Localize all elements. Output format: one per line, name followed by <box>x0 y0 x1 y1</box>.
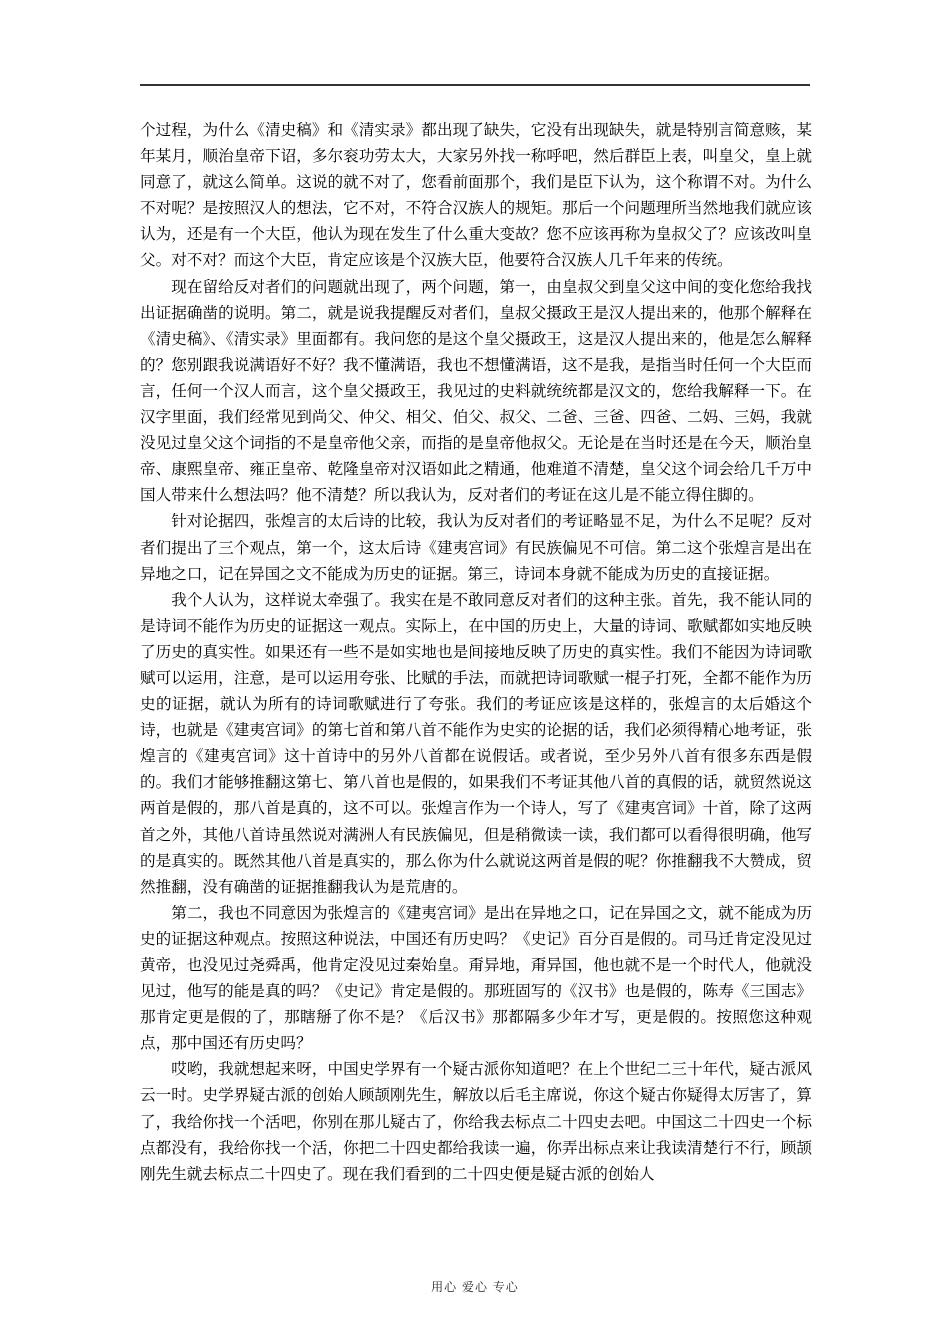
paragraph-1: 个过程，为什么《清史稿》和《清实录》都出现了缺失，它没有出现缺失，就是特别言简意赅，某年某月，顺治皇帝下诏，多尔衮功劳太大，大家另外找一称呼吧，然后群臣上表，叫皇父，皇上就同意了，就这么简单。这说的就不对了，您看前面那个，我们是臣下认为，这个称谓不对。为什么不对呢？是按照汉人的想法，它不对，不符合汉族人的规矩。那后一个问题理所当然地我们就应该认为，还是有一个大臣，他认为现在发生了什么重大变故？您不应该再称为皇叔父了？应该改叫皇父。对不对？而这个大臣，肯定应该是个汉族大臣，他要符合汉族人几千年来的传统。 <box>140 121 812 270</box>
header-rule <box>140 84 810 86</box>
page-footer: 用心 爱心 专心 <box>431 1280 519 1294</box>
paragraph-6: 哎哟，我就想起来呀，中国史学界有一个疑古派你知道吧？在上个世纪二三十年代，疑古派风云一时。史学界疑古派的创始人顾颉刚先生，解放以后毛主席说，你这个疑古你疑得太厉害了，算了，我给你找一个活吧，你别在那儿疑古了，你给我去标点二十四史去吧。中国这二十四史一个标点都没有，我给你找一个活，你把二十四史都给我读一遍，你弄出标点来让我读清楚行不行，顾颉刚先生就去标点二十四史了。现在我们看到的二十四史便是疑古派的创始人 <box>140 1060 812 1183</box>
paragraph-2: 现在留给反对者们的问题就出现了，两个问题，第一，由皇叔父到皇父这中间的变化您给我找出证据确凿的说明。第二，就是说我提醒反对者们，皇叔父摄政王是汉人提出来的，他那个解释在《清史稿》、《清实录》里面都有。我问您的是这个皇父摄政王，这是汉人提出来的，他是怎么解释的？您别跟我说满语好不好？我不懂满语，我也不想懂满语，这不是我，是指当时任何一个大臣而言，任何一个汉人而言，这个皇父摄政王，我见过的史料就统统都是汉文的，您给我解释一下。在汉字里面，我们经常见到尚父、仲父、相父、伯父、叔父、二爸、三爸、四爸、二妈、三妈，我就没见过皇父这个词指的不是皇帝他父亲，而指的是皇帝他叔父。无论是在当时还是在今天，顺治皇帝、康熙皇帝、雍正皇帝、乾隆皇帝对汉语如此之精通，他难道不清楚，皇父这个词会给几千万中国人带来什么想法吗？他不清楚？所以我认为，反对者们的考证在这儿是不能立得住脚的。 <box>140 277 812 505</box>
body-text <box>140 117 812 1187</box>
paragraph-5: 第二，我也不同意因为张煌言的《建夷宫词》是出在异地之口，记在异国之文，就不能成为历史的证据这种观点。按照这种说法，中国还有历史吗？《史记》百分百是假的。司马迁肯定没见过黄帝，也没见过尧舜禹，他肯定没见过秦始皇。甭异地，甭异国，他也就不是一个时代人，他就没见过，他写的能是真的吗？《史记》肯定是假的。那班固写的《汉书》也是假的，陈寿《三国志》那肯定更是假的了，那瞎掰了你不是？《后汉书》那都隔多少年才写，更是假的。按照您这种观点，那中国还有历史吗？ <box>140 903 812 1053</box>
paragraph-3: 针对论据四，张煌言的太后诗的比较，我认为反对者们的考证略显不足，为什么不足呢？反对者们提出了三个观点，第一个，这太后诗《建夷宫词》有民族偏见不可信。第二这个张煌言是出在异地之口，记在异国之文不能成为历史的证据。第三，诗词本身就不能成为历史的直接证据。 <box>140 512 812 583</box>
paragraph-4: 我个人认为，这样说太牵强了。我实在是不敢同意反对者们的这种主张。首先，我不能认同的是诗词不能作为历史的证据这一观点。实际上，在中国的历史上，大量的诗词、歌赋都如实地反映了历史的真实性。如果还有一些不是如实地也是间接地反映了历史的真实性。我们不能因为诗词歌赋可以运用，注意，是可以运用夸张、比赋的手法，而就把诗词歌赋一棍子打死，全都不能作为历史的证据，就认为所有的诗词歌赋进行了夸张。我们的考证应该是这样的，张煌言的太后婚这个诗，也就是《建夷宫词》的第七首和第八首不能作为史实的论据的话，我们必须得精心地考证，张煌言的《建夷宫词》这十首诗中的另外八首都在说假话。或者说，至少另外八首有很多东西是假的。我们才能够推翻这第七、第八首也是假的，如果我们不考证其他八首的真假的话，就贸然说这两首是假的，那八首是真的，这不可以。张煌言作为一个诗人，写了《建夷宫词》十首，除了这两首之外，其他八首诗虽然说对满洲人有民族偏见，但是稍微读一读，我们都可以看得很明确，他写的是真实的。既然其他八首是真实的，那么你为什么就说这两首是假的呢？你推翻我不大赞成，贸然推翻，没有确凿的证据推翻我认为是荒唐的。 <box>140 590 812 896</box>
